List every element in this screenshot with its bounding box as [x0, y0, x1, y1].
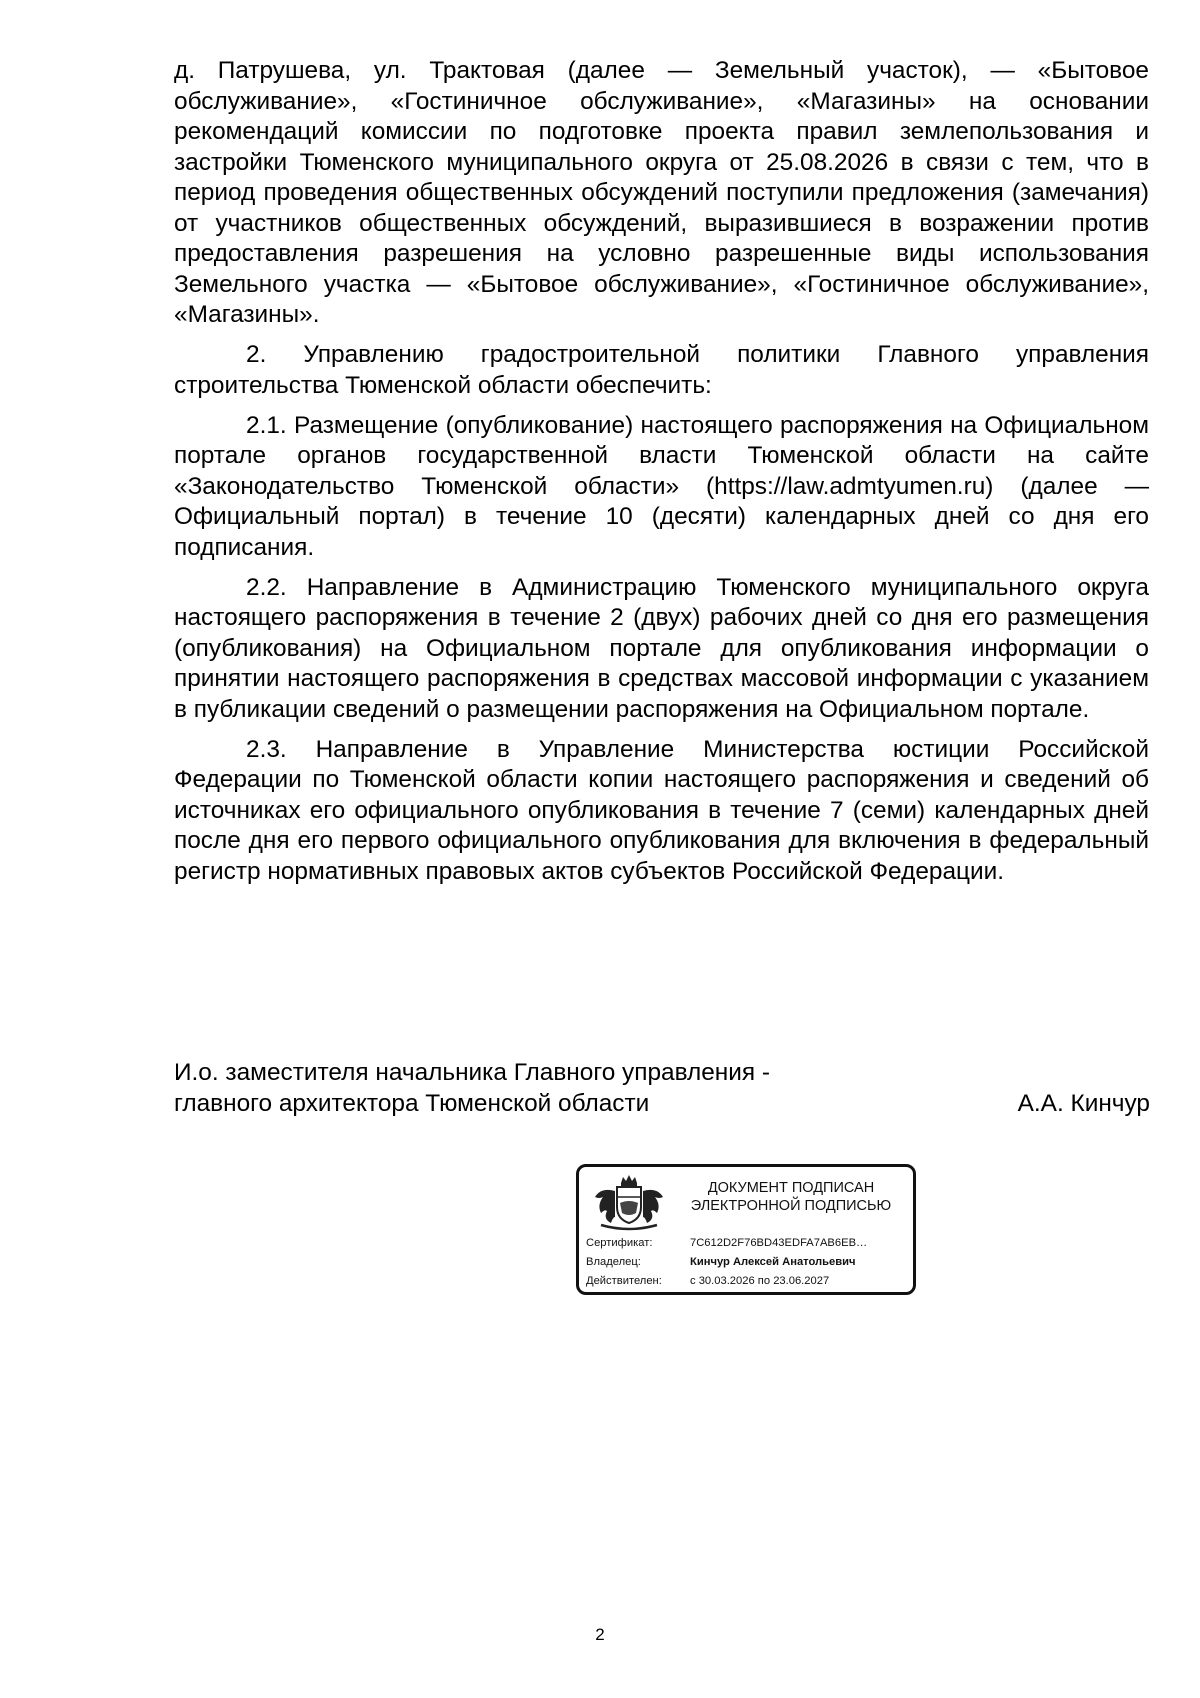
paragraph-item-2-3: 2.3. Направление в Управление Министерства юстиции Российской Федерации по Тюменской области копии настоящего распоряжения и сведений об источниках его официального опубликования в течение 7 (семи) календарных дней после дня его первого официального опубликования для включения в федеральный регистр нормативных правовых актов субъектов Российской Федерации. — [174, 735, 1149, 885]
coat-of-arms-tyumen-icon — [587, 1173, 671, 1231]
paragraph-item-2: 2. Управлению градостроительной политики Главного управления строительства Тюменской области обеспечить: — [174, 341, 1149, 399]
certificate-value: 7C612D2F76BD43EDFA7AB6EB… — [690, 1237, 868, 1249]
paragraph-item-2-2: 2.2. Направление в Администрацию Тюменского муниципального округа настоящего распоряжения в течение 2 (двух) рабочих дней со дня его размещения (опубликования) на Официальном портале для опубликования информации о принятии настоящего распоряжения в средствах массовой информации с указанием в публикации сведений о размещении распоряжения на Официальном портале. — [174, 573, 1149, 723]
owner-value: Кинчур Алексей Анатольевич — [690, 1256, 856, 1268]
certificate-label: Сертификат: — [586, 1237, 653, 1249]
stamp-header-line-1: ДОКУМЕНТ ПОДПИСАН — [707, 1180, 875, 1196]
document-body — [174, 56, 1149, 897]
electronic-signature-stamp — [576, 1164, 916, 1295]
stamp-header-line-2: ЭЛЕКТРОННОЙ ПОДПИСЬЮ — [690, 1198, 892, 1214]
paragraph-item-2-1: 2.1. Размещение (опубликование) настоящего распоряжения на Официальном портале органов государственной власти Тюменской области на сайте «Законодательство Тюменской области» (https://law.admtyumen.ru) (далее — Официальный портал) в течение 10 (десяти) календарных дней со дня его подписания. — [174, 411, 1149, 561]
signatory-position-line-2: главного архитектора Тюменской области — [174, 1089, 650, 1117]
signatory-position — [174, 1058, 770, 1119]
stamp-certificate-row — [586, 1236, 867, 1250]
owner-label: Владелец: — [586, 1256, 641, 1268]
validity-label: Действителен: — [586, 1275, 662, 1287]
validity-value: с 30.03.2026 по 23.06.2027 — [690, 1275, 830, 1287]
paragraph-continuation: д. Патрушева, ул. Трактовая (далее — Земельный участок), — «Бытовое обслуживание», «Гостиничное обслуживание», «Магазины» на основании рекомендаций комиссии по подготовке проекта правил землепользования и застройки Тюменского муниципального округа от 25.08.2026 в связи с тем, что в период проведения общественных обсуждений поступили предложения (замечания) от участников общественных обсуждений, выразившиеся в возражении против предоставления разрешения на условно разрешенные виды использования Земельного участка — «Бытовое обслуживание», «Гостиничное обслуживание», «Магазины». — [174, 57, 1149, 328]
page-number: 2 — [595, 1625, 605, 1644]
stamp-validity-row — [586, 1274, 829, 1288]
signatory-name: А.А. Кинчур — [1017, 1090, 1150, 1117]
stamp-header — [671, 1179, 911, 1215]
signatory-position-line-1: И.о. заместителя начальника Главного управления - — [174, 1059, 770, 1086]
stamp-owner-row — [586, 1255, 856, 1269]
